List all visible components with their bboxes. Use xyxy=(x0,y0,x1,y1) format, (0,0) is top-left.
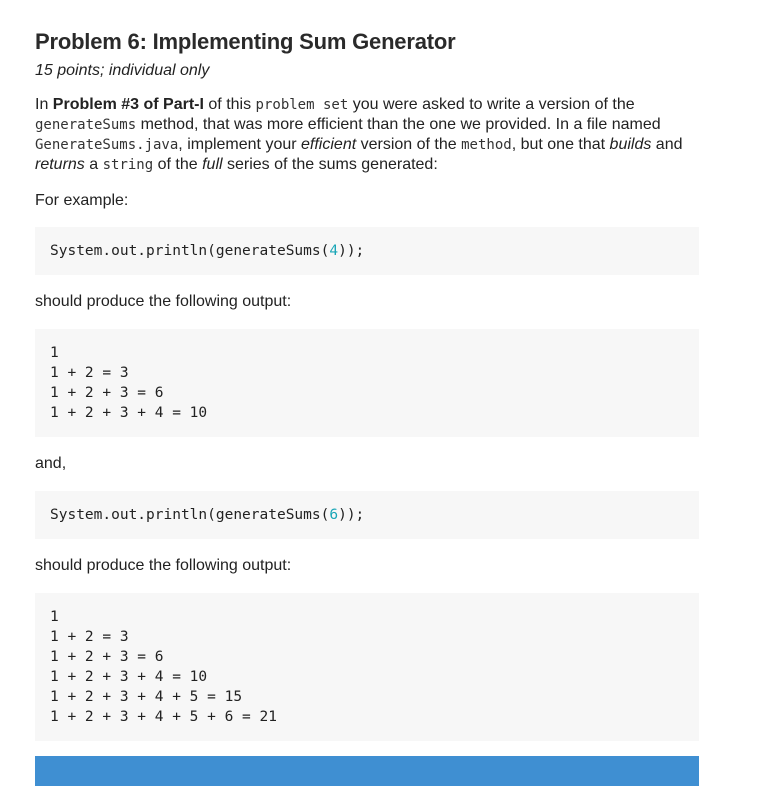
output-line: 1 + 2 + 3 = 6 xyxy=(50,649,164,665)
intro-paragraph xyxy=(35,95,699,175)
inline-code: generateSums xyxy=(35,117,137,133)
intro-text: In xyxy=(35,96,53,113)
intro-text: , implement your xyxy=(178,136,302,153)
points-subtitle: 15 points; individual only xyxy=(35,62,210,79)
output-line: 1 + 2 + 3 + 4 = 10 xyxy=(50,405,208,421)
output-line: 1 + 2 + 3 + 4 + 5 + 6 = 21 xyxy=(50,709,277,725)
output-line: 1 xyxy=(50,345,59,361)
intro-italic: builds xyxy=(609,136,652,153)
intro-text: series of the sums generated: xyxy=(222,156,438,173)
output-line: 1 + 2 + 3 + 4 + 5 = 15 xyxy=(50,689,243,705)
inline-code: method xyxy=(461,137,512,153)
code-suffix: )); xyxy=(338,243,365,259)
intro-text: a xyxy=(84,156,103,173)
intro-text: method, that was more efficient than the one we provided. In a file named xyxy=(136,116,661,133)
intro-italic: returns xyxy=(35,156,85,173)
output-line: 1 + 2 = 3 xyxy=(50,365,129,381)
intro-text: of this xyxy=(203,96,256,113)
output-block-1 xyxy=(35,329,699,437)
intro-text: , but one that xyxy=(511,136,610,153)
output-line: 1 + 2 + 3 + 4 = 10 xyxy=(50,669,208,685)
and-text: and, xyxy=(35,455,67,472)
code-prefix: System.out.println(generateSums( xyxy=(50,507,330,523)
code-argument: 6 xyxy=(329,507,339,523)
intro-text: of the xyxy=(153,156,203,173)
inline-code: problem set xyxy=(255,97,349,113)
code-example-1 xyxy=(35,227,699,275)
code-argument: 4 xyxy=(329,243,339,259)
info-banner xyxy=(35,756,699,786)
output-line: 1 + 2 + 3 = 6 xyxy=(50,385,164,401)
intro-text: and xyxy=(651,136,683,153)
output-line: 1 xyxy=(50,609,59,625)
intro-italic: full xyxy=(202,156,223,173)
page-title: Problem 6: Implementing Sum Generator xyxy=(35,29,456,54)
intro-text: you were asked to write a version of the xyxy=(348,96,635,113)
output-block-2 xyxy=(35,593,699,741)
inline-code: GenerateSums.java xyxy=(35,137,179,153)
should-produce-text: should produce the following output: xyxy=(35,293,292,310)
output-line: 1 + 2 = 3 xyxy=(50,629,129,645)
inline-code: string xyxy=(102,157,154,173)
should-produce-text: should produce the following output: xyxy=(35,557,292,574)
intro-italic: efficient xyxy=(301,136,357,153)
code-prefix: System.out.println(generateSums( xyxy=(50,243,330,259)
intro-bold: Problem #3 of Part-I xyxy=(52,96,204,113)
code-suffix: )); xyxy=(338,507,365,523)
intro-text: version of the xyxy=(356,136,462,153)
for-example-text: For example: xyxy=(35,192,129,209)
code-example-2 xyxy=(35,491,699,539)
